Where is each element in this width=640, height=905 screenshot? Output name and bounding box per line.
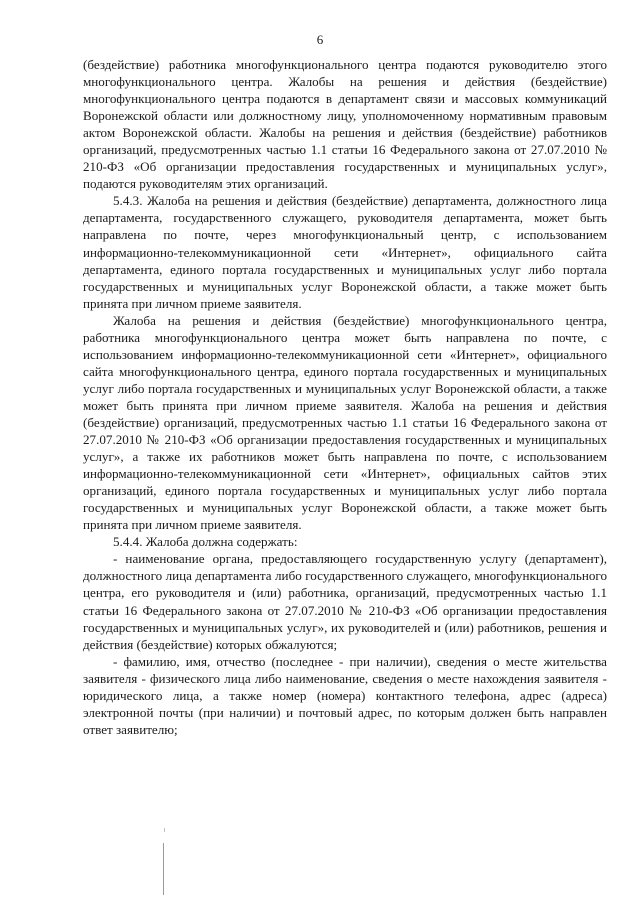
paragraph-5-4-3: 5.4.3. Жалоба на решения и действия (бездействие) департамента, должностного лица департамента, государственного служащего, руководителя департамента, может быть направлена по почте, через многофункциональный центр, с использованием информационно-телекоммуникационной сети «Интернет», официального сайта департамента, единого портала государственных и муниципальных услуг либо портала государственных и муниципальных услуг Воронежской области, а также может быть принята при личном приеме заявителя. [83, 193, 607, 311]
document-body [83, 56, 607, 738]
paragraph-complaint-recipients: (бездействие) работника многофункционального центра подаются руководителю этого многофункционального центра. Жалобы на решения и действия (бездействие) многофункционального центра подаются в департамент связи и массовых коммуникаций Воронежской области или должностному лицу, уполномоченному нормативным правовым актом Воронежской области. Жалобы на решения и действия (бездействие) работников организаций, предусмотренных частью 1.1 статьи 16 Федерального закона от 27.07.2010 № 210-ФЗ «Об организации предоставления государственных и муниципальных услуг», подаются руководителям этих организаций. [83, 57, 607, 192]
list-item-applicant-details: - фамилию, имя, отчество (последнее - при наличии), сведения о месте жительства заявителя - физического лица либо наименование, сведения о месте нахождения заявителя - юридического лица, а также номер (номера) контактного телефона, адрес (адреса) электронной почты (при наличии) и почтовый адрес, по которым должен быть направлен ответ заявителю; [83, 653, 607, 737]
scan-artifact-dot [164, 828, 165, 832]
paragraph-5-4-4: 5.4.4. Жалоба должна содержать: [113, 534, 298, 550]
scan-artifact-line [163, 843, 164, 895]
list-item-organ-name: - наименование органа, предоставляющего государственную услугу (департамент), должностного лица департамента либо государственного служащего, многофункционального центра, его руководителя и (или) работника, организаций, предусмотренных частью 1.1 статьи 16 Федерального закона от 27.07.2010 № 210-ФЗ «Об организации предоставления государственных и муниципальных услуг», их руководителей и (или) работников, решения и действия (бездействие) которых обжалуются; [83, 551, 607, 652]
paragraph-mfc-complaint: Жалоба на решения и действия (бездействие) многофункционального центра, работника многофункционального центра может быть направлена по почте, с использованием информационно-телекоммуникационной сети «Интернет», официального сайта многофункционального центра, единого портала государственных и муниципальных услуг либо портала государственных и муниципальных услуг Воронежской области, а также может быть принята при личном приеме заявителя. Жалоба на решения и действия (бездействие) организаций, предусмотренных частью 1.1 статьи 16 Федерального закона от 27.07.2010 № 210-ФЗ «Об организации предоставления государственных и муниципальных услуг», а также их работников может быть направлена по почте, с использованием информационно-телекоммуникационной сети «Интернет», официальных сайтов этих организаций, единого портала государственных и муниципальных услуг либо портала государственных и муниципальных услуг Воронежской области, а также может быть принята при личном приеме заявителя. [83, 312, 607, 533]
page-number: 6 [316, 32, 324, 47]
